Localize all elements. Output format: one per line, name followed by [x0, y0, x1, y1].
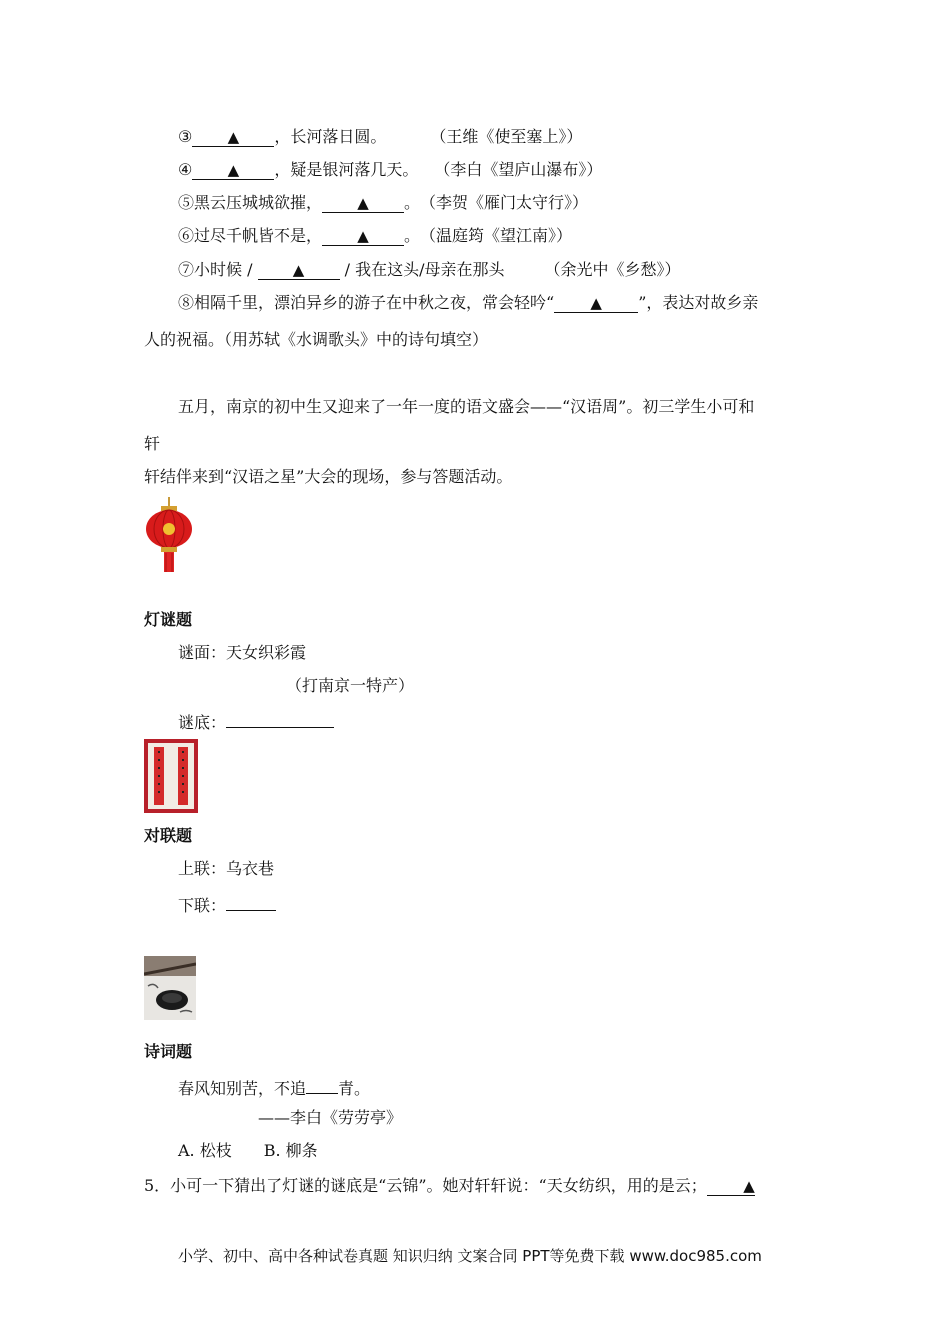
- couplet-upper: 上联：乌衣巷: [178, 859, 275, 878]
- answer-blank[interactable]: ▲: [192, 161, 274, 180]
- poem-line-6: ⑥过尽千帆皆不是， ▲ 。 （温庭筠《望江南》）: [178, 226, 573, 245]
- poem-line-7: ⑦小时候 / ▲ / 我在这头/母亲在那头 （余光中《乡愁》）: [178, 260, 681, 279]
- intro-line-2: 轩: [144, 434, 161, 453]
- poem-line-5: ⑤黑云压城城欲摧， ▲ 。 （李贺《雁门太守行》）: [178, 193, 589, 212]
- answer-blank[interactable]: ▲: [322, 194, 404, 213]
- answer-blank[interactable]: ▲: [554, 294, 638, 313]
- intro-line-3: 轩结伴来到“汉语之星”大会的现场，参与答题活动。: [144, 467, 513, 486]
- poetry-options: A. 松枝 B. 柳条: [178, 1141, 318, 1160]
- poem-line-8-cont: 人的祝福。（用苏轼《水调歌头》中的诗句填空）: [144, 330, 489, 349]
- poetry-author: ——李白《劳劳亭》: [258, 1108, 403, 1127]
- riddle-answer-line: 谜底：: [178, 709, 334, 733]
- poem-line-4: ④ ▲ ，疑是银河落几天。 （李白《望庐山瀑布》）: [178, 160, 603, 179]
- poem-line-3: ③ ▲ ，长河落日圆。 （王维《使至塞上》）: [178, 127, 583, 146]
- question-5: 5．小可一下猜出了灯谜的谜底是“云锦”。她对轩轩说：“天女纺织，用的是云； ▲: [144, 1176, 755, 1195]
- riddle-heading: 灯谜题: [144, 610, 193, 629]
- couplet-image: [144, 739, 198, 813]
- poetry-heading: 诗词题: [144, 1042, 193, 1061]
- poetry-line: 春风知别苦，不追 青。: [178, 1075, 370, 1099]
- couplet-heading: 对联题: [144, 826, 193, 845]
- couplet-lower-line: 下联：: [178, 892, 276, 916]
- riddle-answer-blank[interactable]: [226, 709, 334, 728]
- answer-blank[interactable]: ▲: [192, 128, 274, 147]
- red-lantern-image: [144, 497, 194, 575]
- poetry-answer-blank[interactable]: [306, 1075, 338, 1094]
- couplet-answer-blank[interactable]: [226, 892, 276, 911]
- page-footer: 小学、初中、高中各种试卷真题 知识归纳 文案合同 PPT等免费下载 www.doc985.com: [178, 1247, 762, 1265]
- answer-blank[interactable]: ▲: [707, 1177, 755, 1196]
- ink-calligraphy-image: [144, 956, 196, 1020]
- poem-line-8: ⑧相隔千里，漂泊异乡的游子在中秋之夜，常会轻吟“ ▲ ”，表达对故乡亲: [178, 293, 759, 312]
- riddle-face: 谜面：天女织彩霞: [178, 643, 307, 662]
- answer-blank[interactable]: ▲: [258, 261, 340, 280]
- riddle-hint: （打南京一特产）: [286, 676, 415, 695]
- answer-blank[interactable]: ▲: [322, 227, 404, 246]
- intro-line-1: 五月，南京的初中生又迎来了一年一度的语文盛会——“汉语周”。初三学生小可和: [178, 397, 755, 416]
